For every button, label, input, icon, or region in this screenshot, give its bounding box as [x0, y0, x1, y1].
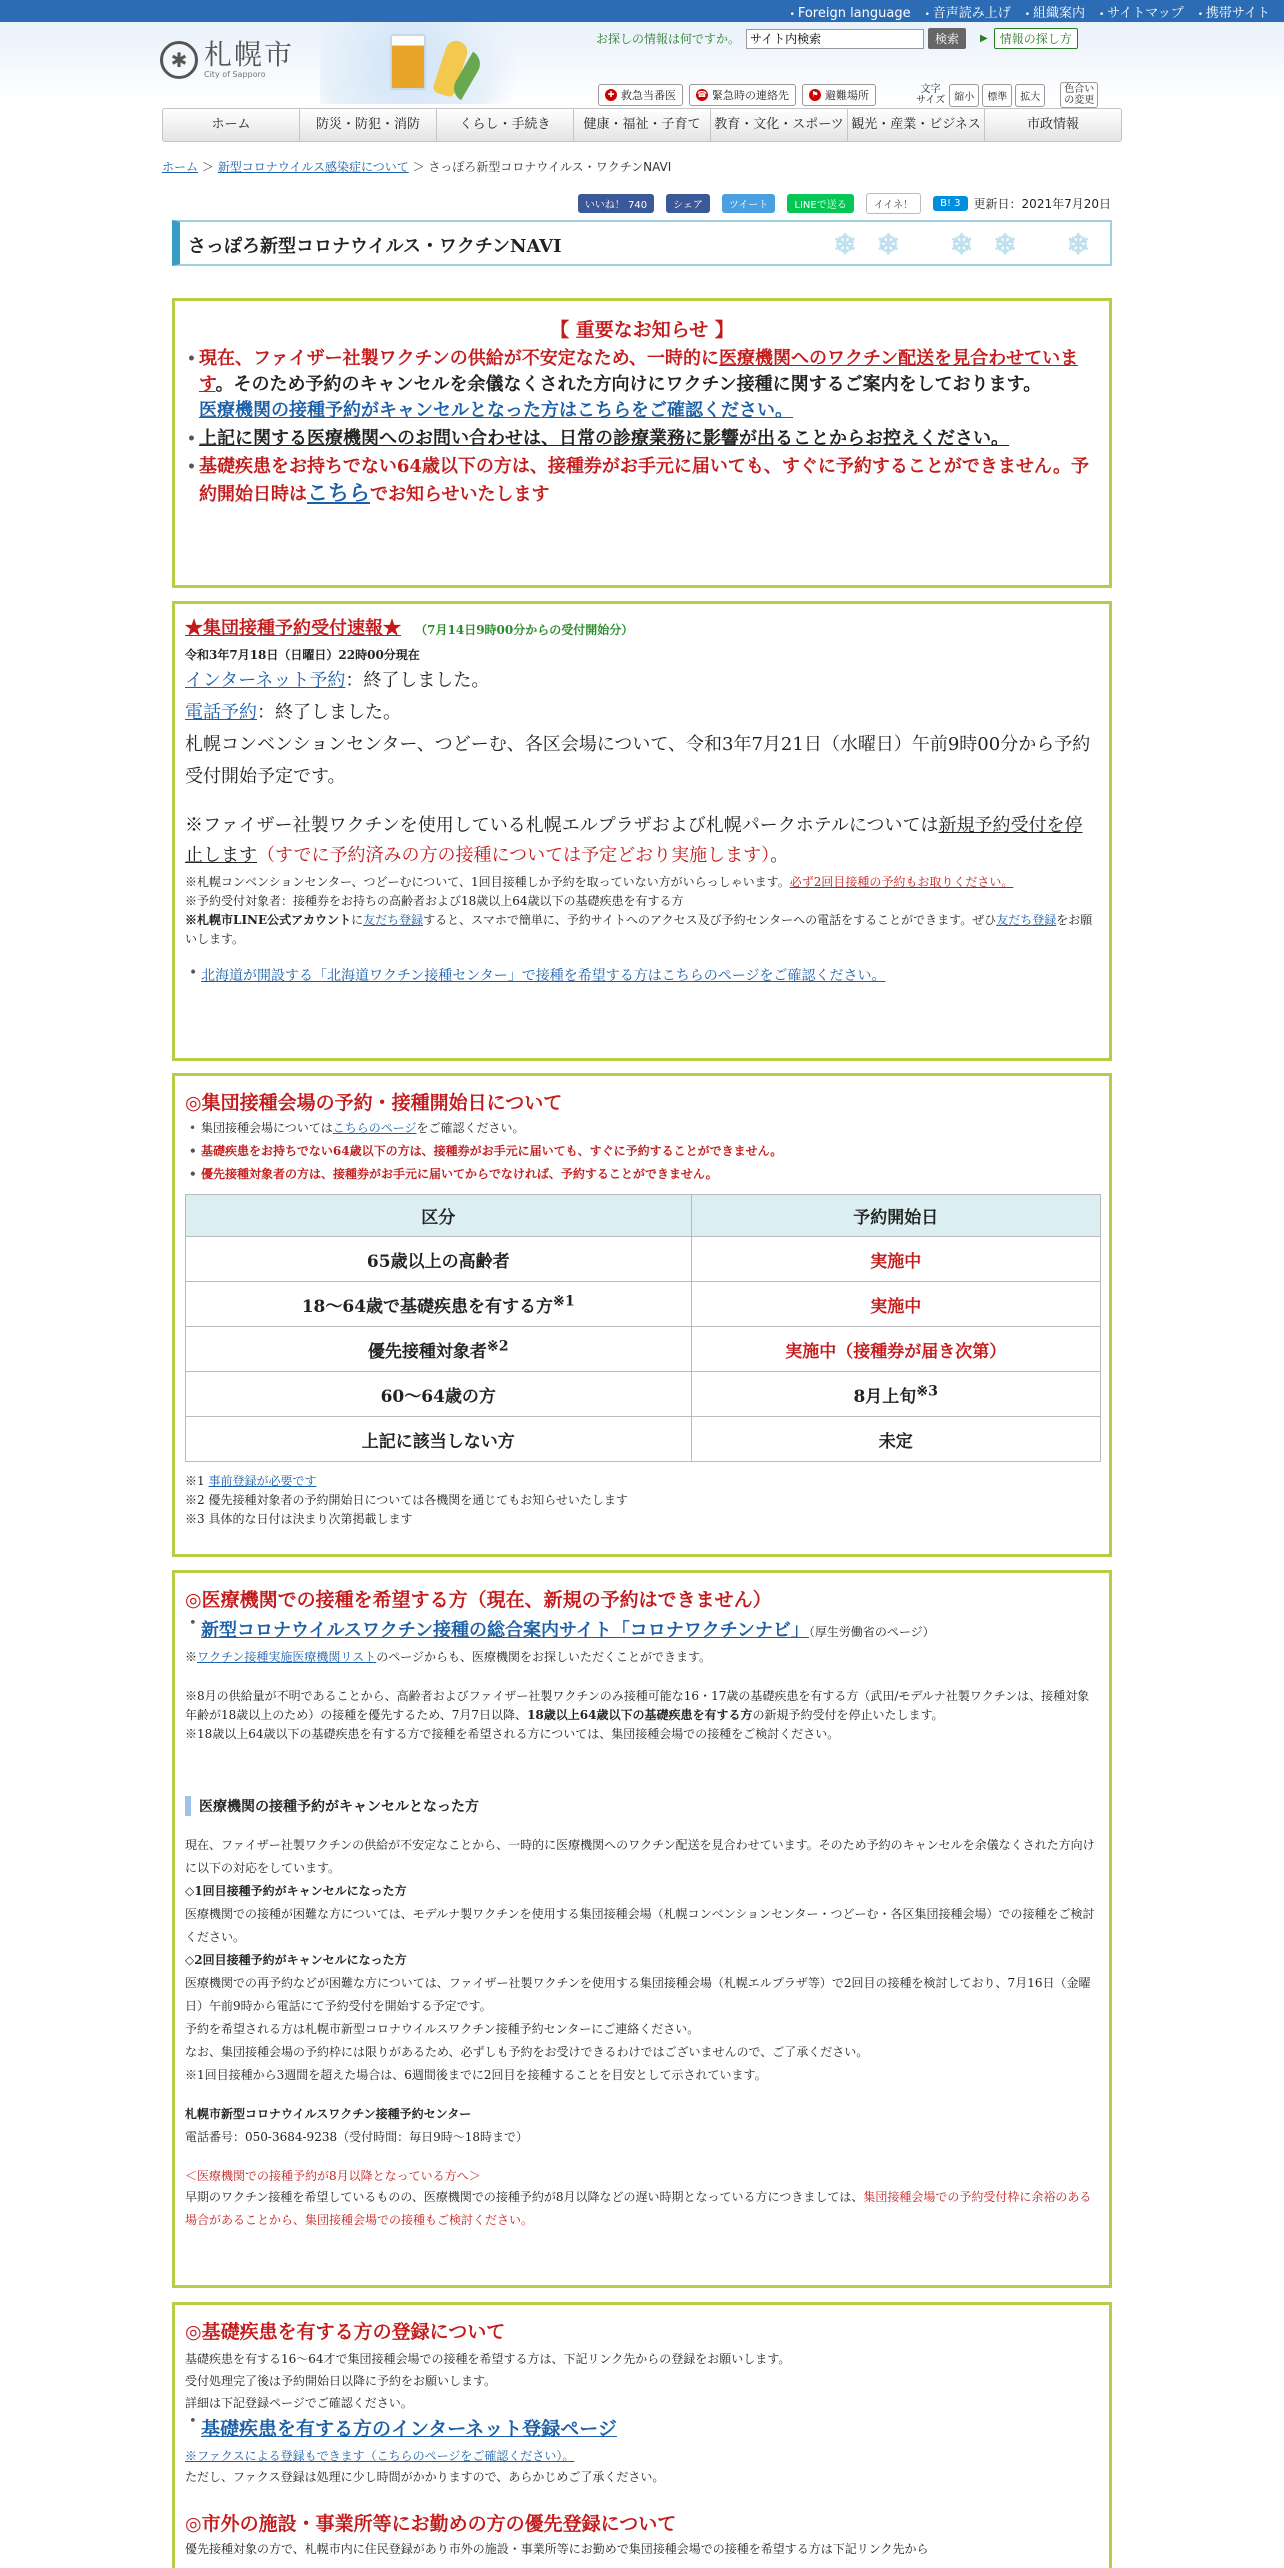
- breadcrumb-parent[interactable]: 新型コロナウイルス感染症について: [217, 160, 409, 174]
- evacuation-site-button[interactable]: ⚑ 避難場所: [802, 84, 876, 106]
- updated-date: 更新日：2021年7月20日: [973, 197, 1111, 211]
- beer-glass-image: [390, 34, 426, 90]
- table-header: 区分: [186, 1195, 692, 1237]
- voice-reading-link[interactable]: • 音声読み上げ: [925, 6, 1011, 21]
- notice-heading: 【 重要なお知らせ 】: [550, 319, 734, 341]
- internet-reservation-link[interactable]: インターネット予約: [185, 670, 346, 691]
- table-header: 予約開始日: [691, 1195, 1101, 1237]
- logo-text-en: City of Sapporo: [204, 70, 266, 79]
- nav-education[interactable]: 教育・文化・スポーツ: [711, 109, 848, 141]
- clinic-title: ◎医療機関での接種を希望する方（現在、新規の予約はできません）: [185, 1589, 772, 1611]
- tweet-button[interactable]: ツイート: [722, 194, 776, 213]
- sitemap-link[interactable]: • サイトマップ: [1099, 6, 1184, 21]
- mass-vaccination-section: ◎集団接種会場の予約・接種開始日について • 集団接種会場についてはこちらのページをご確認ください。 • 基礎疾患をお持ちでない64歳以下の方は、接種券がお手元に届いても、すぐに予約することができません。 • 優先接種対象者の方は、接種券がお手元に届いてからでなければ、予約することができません。 区分 予約開始日 65歳以上の高齢者 実施中 18～64歳で基礎疾患を有する方$^{※1}$ 実施中 優先接種対象者$^{※2}$ 実施中（接種券が届き次第） 60～64歳の方 8月上旬$^{※3}$ 上記に該当しない方 未定 ※1 事前登録が必要です ※2 優先接種対象者の予約開始日については各機関を通じてもお知らせいたします ※3 具体的な日付は決まり次第掲載します: [172, 1073, 1112, 1557]
- sapporo-logo[interactable]: [160, 40, 294, 79]
- notice-item: • 現在、ファイザー社製ワクチンの供給が不安定なため、一時的に医療機関へのワクチン配送を見合わせています。そのため予約のキャンセルを余儀なくされた方向けにワクチン接種に関するご案内をしております。 医療機関の接種予約がキャンセルとなった方はこちらをご確認ください。: [185, 346, 1099, 424]
- notice-item: • 基礎疾患をお持ちでない64歳以下の方は、接種券がお手元に届いても、すぐに予約することができません。予約開始日時はこちらでお知らせいたします: [185, 454, 1099, 508]
- logo-text-jp: 札幌市: [204, 38, 295, 71]
- facebook-like-button[interactable]: いいね！ 740: [578, 194, 654, 213]
- iine-button[interactable]: イイネ！: [866, 193, 921, 214]
- phone-reservation-link[interactable]: 電話予約: [185, 702, 257, 723]
- font-shrink-button[interactable]: 縮小: [949, 84, 979, 107]
- nav-disaster[interactable]: 防災・防犯・消防: [300, 109, 437, 141]
- outside-title: ◎市外の施設・事業所等にお勤めの方の優先登録について: [185, 2513, 677, 2535]
- emergency-contact-button[interactable]: ☎ 緊急時の連絡先: [689, 84, 796, 106]
- basic-title: ◎基礎疾患を有する方の登録について: [185, 2321, 506, 2343]
- font-enlarge-button[interactable]: 拡大: [1015, 84, 1045, 107]
- foreign-language-link[interactable]: • Foreign language: [790, 6, 911, 21]
- mobile-site-link[interactable]: • 携帯サイト: [1198, 6, 1270, 21]
- pfizer-note: ※ファイザー社製ワクチンを使用している札幌エルプラザおよび札幌パークホテルについては新規予約受付を停止します（すでに予約済みの方の接種については予定どおり実施します）。: [185, 815, 1083, 866]
- cancel-heading: 医療機関の接種予約がキャンセルとなった方: [185, 1796, 1099, 1816]
- venue-page-link[interactable]: こちらのページ: [332, 1121, 417, 1135]
- fax-registration-link[interactable]: ※ファクスによる登録もできます（こちらのページをご確認ください）。: [185, 2449, 575, 2463]
- emergency-doctor-button[interactable]: ✚ 救急当番医: [598, 84, 683, 106]
- site-search: [596, 28, 1078, 49]
- line-friend-link-2[interactable]: 友だち登録: [996, 913, 1057, 927]
- search-button[interactable]: 検索: [928, 28, 966, 49]
- pre-registration-link[interactable]: 事前登録が必要です: [208, 1474, 317, 1488]
- hokkaido-center-link[interactable]: 北海道が開設する「北海道ワクチン接種センター」で接種を希望する方はこちらのページをご確認ください。: [201, 968, 886, 984]
- how-to-find-button[interactable]: 情報の探し方: [994, 28, 1078, 49]
- search-prompt: お探しの情報は何ですか。: [596, 32, 741, 46]
- table-row: 65歳以上の高齢者 実施中: [186, 1237, 1101, 1282]
- nav-home[interactable]: ホーム: [163, 109, 300, 141]
- emergency-icon: ✚: [605, 89, 617, 101]
- emergency-links: [598, 84, 882, 106]
- nav-city-info[interactable]: 市政情報: [1026, 117, 1079, 132]
- nav-health[interactable]: 健康・福祉・子育て: [574, 109, 711, 141]
- mass-title: ◎集団接種会場の予約・接種開始日について: [185, 1092, 563, 1114]
- font-standard-button[interactable]: 標準: [982, 84, 1012, 107]
- reservation-center-name: 札幌市新型コロナウイルスワクチン接種予約センター: [185, 2107, 472, 2121]
- nav-living[interactable]: くらし・手続き: [437, 109, 574, 141]
- arrow-right-icon: ▶: [980, 33, 988, 44]
- flash-asof: 令和3年7月18日（日曜日）22時00分現在: [185, 648, 420, 662]
- reservation-center-phone: 電話番号：050-3684-9238（受付時間：毎日9時～18時まで）: [185, 2130, 528, 2144]
- phone-icon: ☎: [697, 90, 707, 99]
- search-input[interactable]: [746, 29, 924, 49]
- schedule-table: [185, 1194, 1101, 1462]
- line-friend-link[interactable]: 友だち登録: [363, 913, 424, 927]
- facebook-share-button[interactable]: シェア: [666, 194, 710, 213]
- site-header: [0, 22, 1284, 104]
- flash-subtitle: （7月14日9時00分からの受付開始分）: [415, 623, 634, 637]
- breadcrumb-current: さっぽろ新型コロナウイルス・ワクチンNAVI: [428, 160, 672, 174]
- venue-note: 札幌コンベンションセンター、つどーむ、各区会場について、令和3年7月21日（水曜日）午前9時00分から予約受付開始予定です。: [185, 734, 1091, 787]
- color-change-button[interactable]: 色合い の変更: [1060, 82, 1098, 108]
- organization-link[interactable]: • 組織案内: [1025, 6, 1085, 21]
- social-buttons: [566, 193, 1111, 214]
- table-row: 60～64歳の方 8月上旬$^{※3}$: [186, 1372, 1101, 1417]
- table-row: 18～64歳で基礎疾患を有する方$^{※1}$ 実施中: [186, 1282, 1101, 1327]
- line-share-button[interactable]: LINEで送る: [787, 194, 853, 213]
- city-emblem-icon: ✱: [160, 41, 198, 79]
- reservation-start-link[interactable]: こちら: [307, 480, 370, 505]
- cancelled-reservation-link[interactable]: 医療機関の接種予約がキャンセルとなった方はこちらをご確認ください。: [199, 400, 793, 421]
- basic-disease-registration-link[interactable]: 基礎疾患を有する方のインターネット登録ページ: [201, 2418, 617, 2440]
- important-notice: [172, 298, 1112, 588]
- flash-title: ★集団接種予約受付速報★: [185, 618, 401, 639]
- clinic-vaccination-section: ◎医療機関での接種を希望する方（現在、新規の予約はできません） • 新型コロナウイルスワクチン接種の総合案内サイト「コロナワクチンナビ」（厚生労働省のページ） ※ワクチン接種実施医療機関リストのページからも、医療機関をお探しいただくことができます。 ※8月の供給量が不明であることから、高齢者およびファイザー社製ワクチンのみ接種可能な16・17歳の基礎疾患を有する方（武田/モデルナ社製ワクチンは、接種対象年齢が18歳以上のため）の接種を優先するため、7月7日以降、18歳以上64歳以下の基礎疾患を有する方の新規予約受付を停止いたします。 ※18歳以上64歳以下の基礎疾患を有する方で接種を希望される方については、集団接種会場での接種をご検討ください。 医療機関の接種予約がキャンセルとなった方 現在、ファイザー社製ワクチンの供給が不安定なことから、一時的に医療機関へのワクチン配送を見合わせています。そのため予約のキャンセルを余儀なくされた方向けに以下の対応をしています。 ◇1回目接種予約がキャンセルになった方 医療機関での接種が困難な方については、モデルナ製ワクチンを使用する集団接種会場（札幌コンベンションセンター・つどーむ・各区集団接種会場）での接種をご検討ください。 ◇2回目接種予約がキャンセルになった方 医療機関での再予約などが困難な方については、ファイザー社製ワクチンを使用する集団接種会場（札幌エルプラザ等）で2回目の接種を検討しており、7月16日（金曜日）午前9時から電話にて予約受付を開始する予定です。 予約を希望される方は札幌市新型コロナウイルスワクチン接種予約センターにご連絡ください。 なお、集団接種会場の予約枠には限りがあるため、必ずしも予約をお受けできるわけではございませんので、ご了承ください。 ※1回目接種から3週間を超えた場合は、6週間後までに2回目を接種することを目安として示されています。 札幌市新型コロナウイルスワクチン接種予約センター 電話番号：050-3684-9238（受付時間：毎日9時～18時まで） ＜医療機関での接種予約が8月以降となっている方へ＞ 早期のワクチン接種を希望しているものの、医療機関での接種予約が8月以降などの遅い時期となっている方につきましては、集団接種会場での予約受付枠に余裕のある場合があることから、集団接種会場での接種もご検討ください。: [172, 1570, 1112, 2288]
- global-nav: [162, 108, 1122, 142]
- reservation-flash-report: ★集団接種予約受付速報★ （7月14日9時00分からの受付開始分） 令和3年7月18日（日曜日）22時00分現在 インターネット予約：終了しました。 電話予約：終了しました。 札幌コンベンションセンター、つどーむ、各区会場について、令和3年7月21日（水曜日）午前9時00分から予約受付開始予定です。 ※ファイザー社製ワクチンを使用している札幌エルプラザおよび札幌パークホテルについては新規予約受付を停止します（すでに予約済みの方の接種については予定どおり実施します）。 ※札幌コンベンションセンター、つどーむについて、1回目接種しか予約を取っていない方がいらっしゃいます。必ず2回目接種の予約もお取りください。 ※予約受付対象者：接種券をお持ちの高齢者および18歳以上64歳以下の基礎疾患を有する方 ※札幌市LINE公式アカウントに友だち登録すると、スマホで簡単に、予約サイトへのアクセス及び予約センターへの電話をすることができます。ぜひ友だち登録をお願いします。 • 北海道が開設する「北海道ワクチン接種センター」で接種を希望する方はこちらのページをご確認ください。: [172, 601, 1112, 1061]
- nav-tourism[interactable]: 観光・産業・ビジネス: [848, 109, 985, 141]
- corona-vaccine-navi-link[interactable]: 新型コロナウイルスワクチン接種の総合案内サイト「コロナワクチンナビ」: [201, 1620, 809, 1641]
- breadcrumb-home[interactable]: ホーム: [162, 160, 199, 174]
- hatena-bookmark-button[interactable]: B! 3: [933, 196, 967, 211]
- font-size-label: 文字 サイズ: [916, 84, 946, 106]
- snowflake-decoration-icon: ❄❄ ❄❄ ❄: [833, 228, 1110, 261]
- breadcrumb: ホーム ＞ 新型コロナウイルス感染症について ＞ さっぽろ新型コロナウイルス・ワクチンNAVI: [162, 160, 672, 174]
- header-banner-image: [320, 22, 540, 104]
- font-size-controls: [916, 82, 1098, 108]
- table-row: 上記に該当しない方 未定: [186, 1417, 1101, 1462]
- utility-bar: [0, 0, 1284, 22]
- basic-disease-section: ◎基礎疾患を有する方の登録について 基礎疾患を有する16～64才で集団接種会場での接種を希望する方は、下記リンク先からの登録をお願いします。 受付処理完了後は予約開始日以降に予約をお願いします。 詳細は下記登録ページでご確認ください。 • 基礎疾患を有する方のインターネット登録ページ ※ファクスによる登録もできます（こちらのページをご確認ください）。 ただし、ファクス登録は処理に少し時間がかかりますので、あらかじめご了承ください。 ◎市外の施設・事業所等にお勤めの方の優先登録について 優先接種対象の方で、札幌市内に住民登録があり市外の施設・事業所等にお勤めで集団接種会場での接種を希望する方は下記リンク先から: [172, 2302, 1112, 2568]
- clinic-list-link[interactable]: ワクチン接種実施医療機関リスト: [197, 1650, 377, 1664]
- evacuation-icon: ⚑: [809, 89, 821, 101]
- table-row: 優先接種対象者$^{※2}$ 実施中（接種券が届き次第）: [186, 1327, 1101, 1372]
- notice-item: • 上記に関する医療機関へのお問い合わせは、日常の診療業務に影響が出ることからお控えください。: [185, 426, 1099, 452]
- page-title: さっぽろ新型コロナウイルス・ワクチンNAVI ❄❄ ❄❄ ❄: [172, 220, 1112, 266]
